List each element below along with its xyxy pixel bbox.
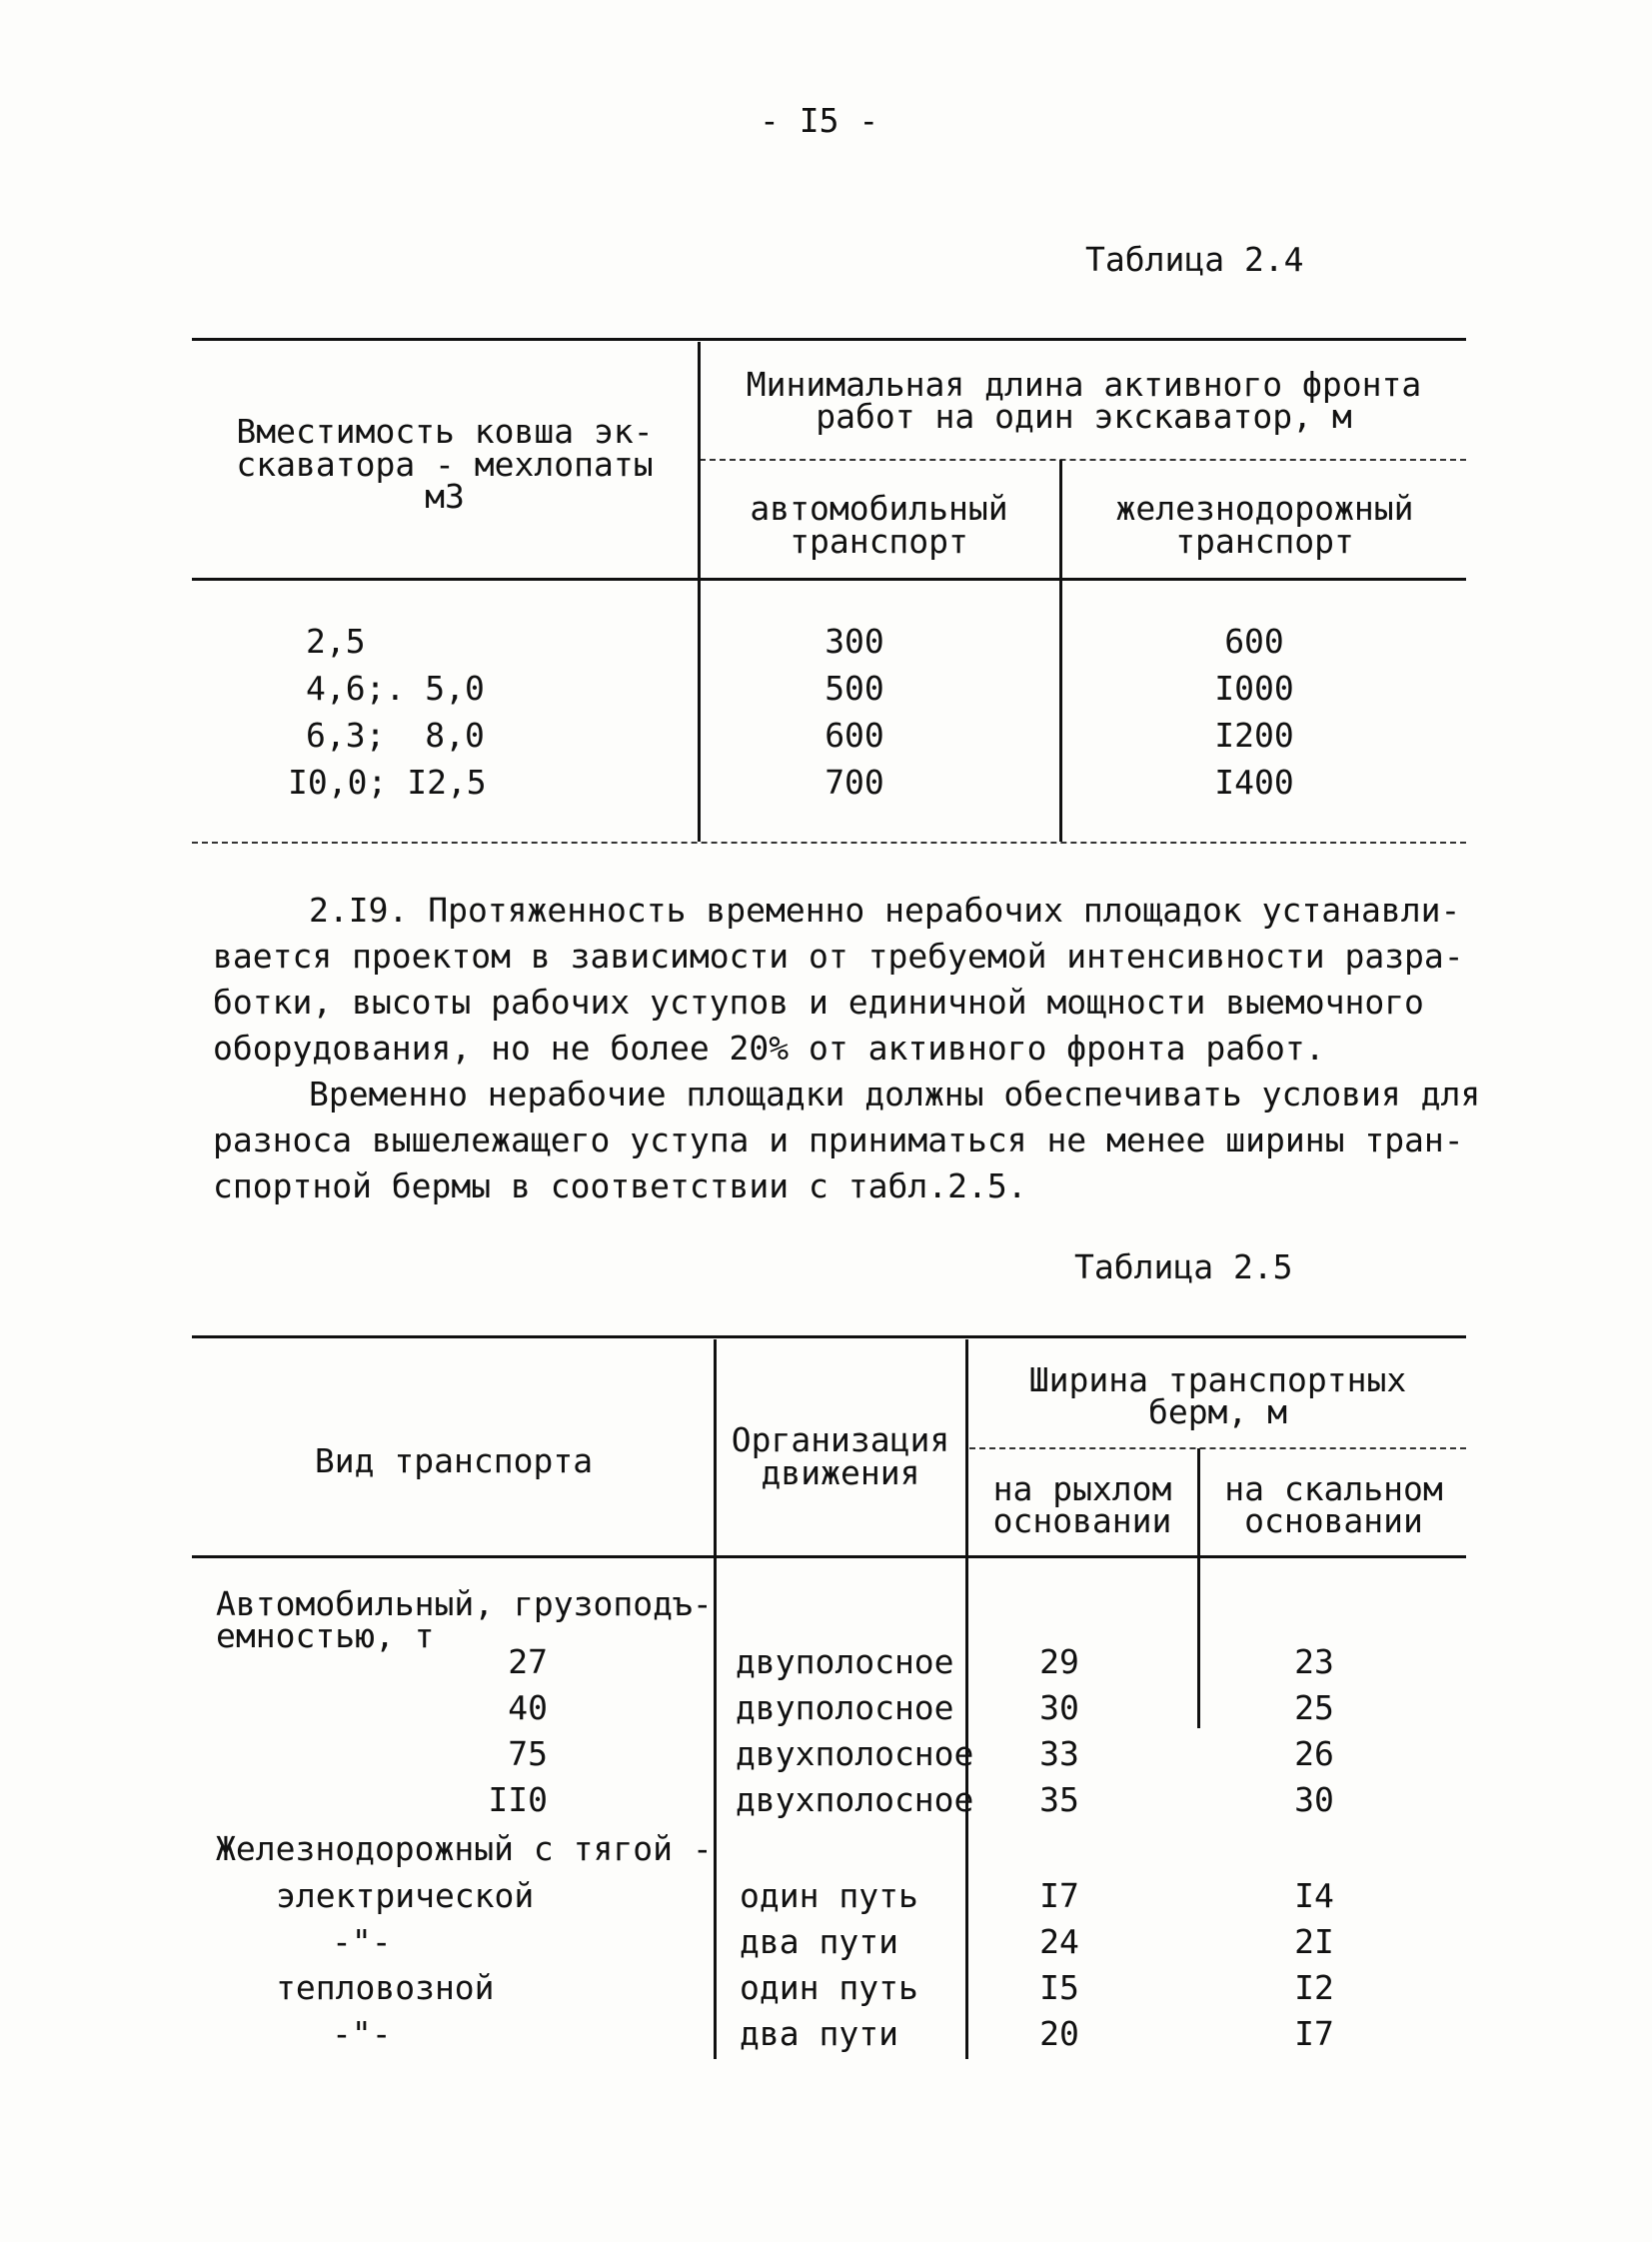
paragraph-line: оборудования, но не более 20% от активного фронта работ. <box>213 1029 1325 1068</box>
table-2-4-col1-header-line2: скаватора - мехлопаты <box>236 445 654 484</box>
rail-cell: I200 <box>1214 716 1294 755</box>
paragraph-line: разноса вышележащего уступа и приниматься не менее ширины тран- <box>213 1121 1464 1159</box>
loose-cell: 33 <box>1039 1734 1079 1773</box>
rock-cell: 26 <box>1294 1734 1334 1773</box>
table-2-5-col2-header-line1: Организация <box>731 1420 950 1459</box>
capacity-cell: 2,5 <box>306 622 366 661</box>
org-cell: двуполосное <box>736 1688 954 1727</box>
page-number: - I5 - <box>760 101 879 140</box>
table-2-5-col1-header: Вид транспорта <box>314 1441 594 1480</box>
table-2-5-group-header-line1: Ширина транспортных <box>1028 1360 1407 1399</box>
rock-cell: I4 <box>1294 1876 1334 1915</box>
table-row <box>0 716 1652 759</box>
table-row <box>0 1688 1652 1731</box>
auto-cell: 500 <box>825 669 884 708</box>
org-cell: двухполосное <box>736 1734 974 1773</box>
paragraph-line: спортной бермы в соответствии с табл.2.5. <box>213 1166 1027 1205</box>
traction-cell: -"- <box>332 2014 392 2053</box>
rail-group-label: Железнодорожный с тягой - <box>216 1829 713 1868</box>
capacity-cell: I0,0; I2,5 <box>288 763 487 802</box>
auto-cell: 300 <box>825 622 884 661</box>
loose-cell: 30 <box>1039 1688 1079 1727</box>
org-cell: один путь <box>740 1876 918 1915</box>
table-row <box>0 1642 1652 1685</box>
table-2-4-group-header-line2: работ на один экскаватор, м <box>816 397 1352 436</box>
table-2-4-col1-header-line1: Вместимость ковша эк- <box>236 412 654 451</box>
paragraph-2-19 <box>213 888 1480 1209</box>
capacity-cell: II0 <box>488 1780 548 1819</box>
paragraph-line: Временно нерабочие площадки должны обеспечивать условия для <box>309 1075 1481 1114</box>
loose-cell: 35 <box>1039 1780 1079 1819</box>
rail-cell: 600 <box>1224 622 1284 661</box>
auto-group-label-line1: Автомобильный, грузоподъ- <box>216 1584 713 1623</box>
table-row <box>0 1734 1652 1777</box>
loose-cell: 24 <box>1039 1922 1079 1961</box>
paragraph-line: 2.I9. Протяженность временно нерабочих площадок устанавли- <box>309 891 1461 930</box>
table-row <box>0 669 1652 712</box>
table-row <box>0 1780 1652 1823</box>
auto-cell: 700 <box>825 763 884 802</box>
capacity-cell: 40 <box>508 1688 548 1727</box>
table-row <box>0 1922 1652 1965</box>
table-2-4-subheader-auto: автомобильный <box>750 489 1008 528</box>
loose-cell: I7 <box>1039 1876 1079 1915</box>
capacity-cell: 4,6;. 5,0 <box>306 669 485 708</box>
table-2-5-subheader-loose-2: основании <box>992 1501 1172 1540</box>
rail-cell: I400 <box>1214 763 1294 802</box>
auto-group-label-line2: емностью, т <box>216 1616 435 1655</box>
loose-cell: 29 <box>1039 1642 1079 1681</box>
table-2-4-group-header-line1: Минимальная длина активного фронта <box>746 365 1422 404</box>
rock-cell: I7 <box>1294 2014 1334 2053</box>
org-cell: два пути <box>740 2014 898 2053</box>
org-cell: двухполосное <box>736 1780 974 1819</box>
capacity-cell: 6,3; 8,0 <box>306 716 485 755</box>
loose-cell: 20 <box>1039 2014 1079 2053</box>
table-row <box>0 763 1652 806</box>
paragraph-line: ботки, высоты рабочих уступов и единичной мощности выемочного <box>213 983 1424 1022</box>
rock-cell: 25 <box>1294 1688 1334 1727</box>
org-cell: один путь <box>740 1968 918 2007</box>
org-cell: два пути <box>740 1922 898 1961</box>
table-2-4-subheader-auto-2: транспорт <box>790 522 968 561</box>
capacity-cell: 75 <box>508 1734 548 1773</box>
table-2-4-caption: Таблица 2.4 <box>1085 240 1304 279</box>
capacity-cell: 27 <box>508 1642 548 1681</box>
table-2-5-group-header-line2: берм, м <box>1147 1392 1288 1431</box>
table-2-5-caption: Таблица 2.5 <box>1074 1247 1293 1286</box>
rock-cell: 2I <box>1294 1922 1334 1961</box>
table-row <box>0 1968 1652 2011</box>
table-2-5-col2-header-line2: движения <box>761 1453 920 1492</box>
rock-cell: 30 <box>1294 1780 1334 1819</box>
table-row <box>0 2014 1652 2057</box>
table-2-4-col1-header-unit: м3 <box>425 477 465 516</box>
table-2-4-subheader-rail: железнодорожный <box>1115 489 1414 528</box>
paragraph-line: вается проектом в зависимости от требуемой интенсивности разра- <box>213 937 1464 976</box>
table-row <box>0 1876 1652 1919</box>
traction-cell: тепловозной <box>276 1968 495 2007</box>
table-2-5-subheader-rock-2: основании <box>1244 1501 1423 1540</box>
table-2-5-subheader-loose: на рыхлом <box>992 1469 1172 1508</box>
rail-cell: I000 <box>1214 669 1294 708</box>
table-2-4-subheader-rail-2: транспорт <box>1175 522 1354 561</box>
table-2-5-subheader-rock: на скальном <box>1224 1469 1443 1508</box>
rock-cell: I2 <box>1294 1968 1334 2007</box>
rock-cell: 23 <box>1294 1642 1334 1681</box>
traction-cell: электрической <box>276 1876 535 1915</box>
loose-cell: I5 <box>1039 1968 1079 2007</box>
org-cell: двуполосное <box>736 1642 954 1681</box>
traction-cell: -"- <box>332 1922 392 1961</box>
table-row <box>0 622 1652 665</box>
auto-cell: 600 <box>825 716 884 755</box>
